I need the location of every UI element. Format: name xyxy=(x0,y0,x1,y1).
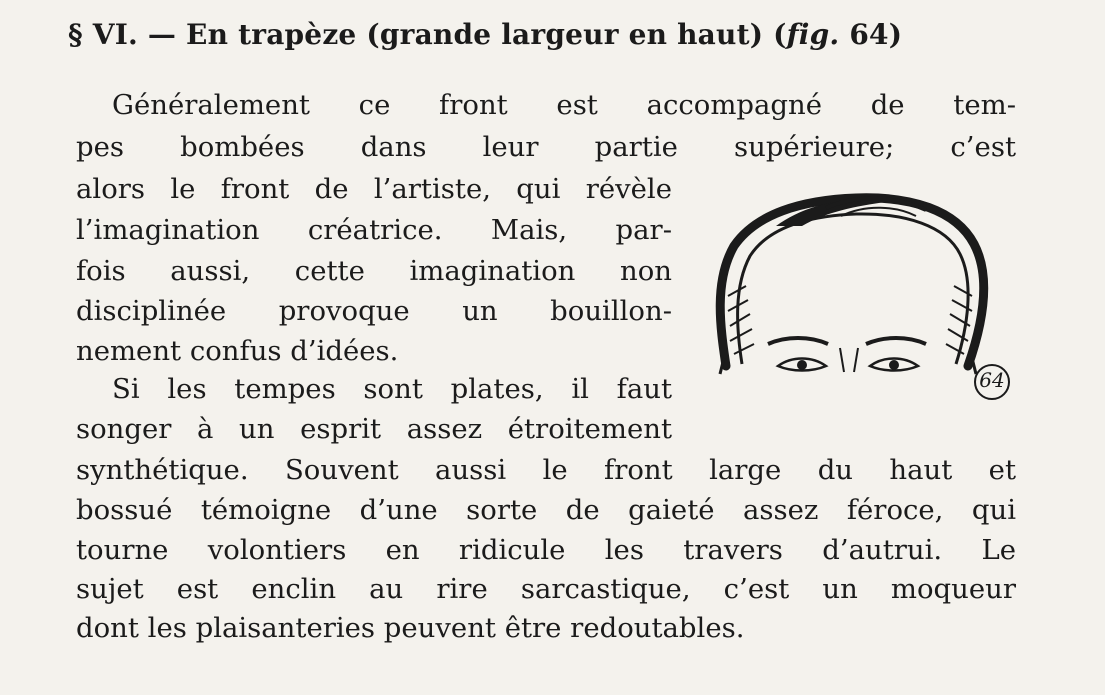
paragraph-2-line-6: sujet est enclin au rire sarcastique, c’est un moqueur xyxy=(76,573,1016,605)
paragraph-1-line-6: disciplinée provoque un bouillon- xyxy=(76,295,672,327)
figure-64 xyxy=(706,186,1014,406)
paragraph-1-line-5: fois aussi, cette imagination non xyxy=(76,255,672,287)
paragraph-1-line-1: Généralement ce front est accompagné de tem- xyxy=(112,89,1016,121)
figure-number: 64 xyxy=(979,368,1005,392)
paragraph-1-line-7: nement confus d’idées. xyxy=(76,335,399,367)
paragraph-1-line-3: alors le front de l’artiste, qui révèle xyxy=(76,173,672,205)
figure-reference-label: fig. xyxy=(786,18,840,51)
paragraph-2-line-1: Si les tempes sont plates, il faut xyxy=(112,373,672,405)
figure-reference-open: ( xyxy=(773,18,787,51)
paragraph-2-line-5: tourne volontiers en ridicule les travers d’autrui. Le xyxy=(76,534,1016,566)
paragraph-1-line-4: l’imagination créatrice. Mais, par- xyxy=(76,214,672,246)
paragraph-1-line-2: pes bombées dans leur partie supérieure; c’est xyxy=(76,131,1016,163)
paragraph-2-line-2: songer à un esprit assez étroitement xyxy=(76,413,672,445)
paragraph-2-line-3: synthétique. Souvent aussi le front large du haut et xyxy=(76,454,1016,486)
section-heading xyxy=(68,18,1028,51)
figure-reference-number: 64) xyxy=(849,18,903,51)
forehead-trapeze-illustration-icon xyxy=(706,186,1014,406)
section-title: § VI. — En trapèze (grande largeur en haut) xyxy=(68,18,764,51)
paragraph-2-line-4: bossué témoigne d’une sorte de gaieté assez féroce, qui xyxy=(76,494,1016,526)
figure-reference xyxy=(773,18,902,51)
paragraph-2-line-7: dont les plaisanteries peuvent être redoutables. xyxy=(76,612,745,644)
